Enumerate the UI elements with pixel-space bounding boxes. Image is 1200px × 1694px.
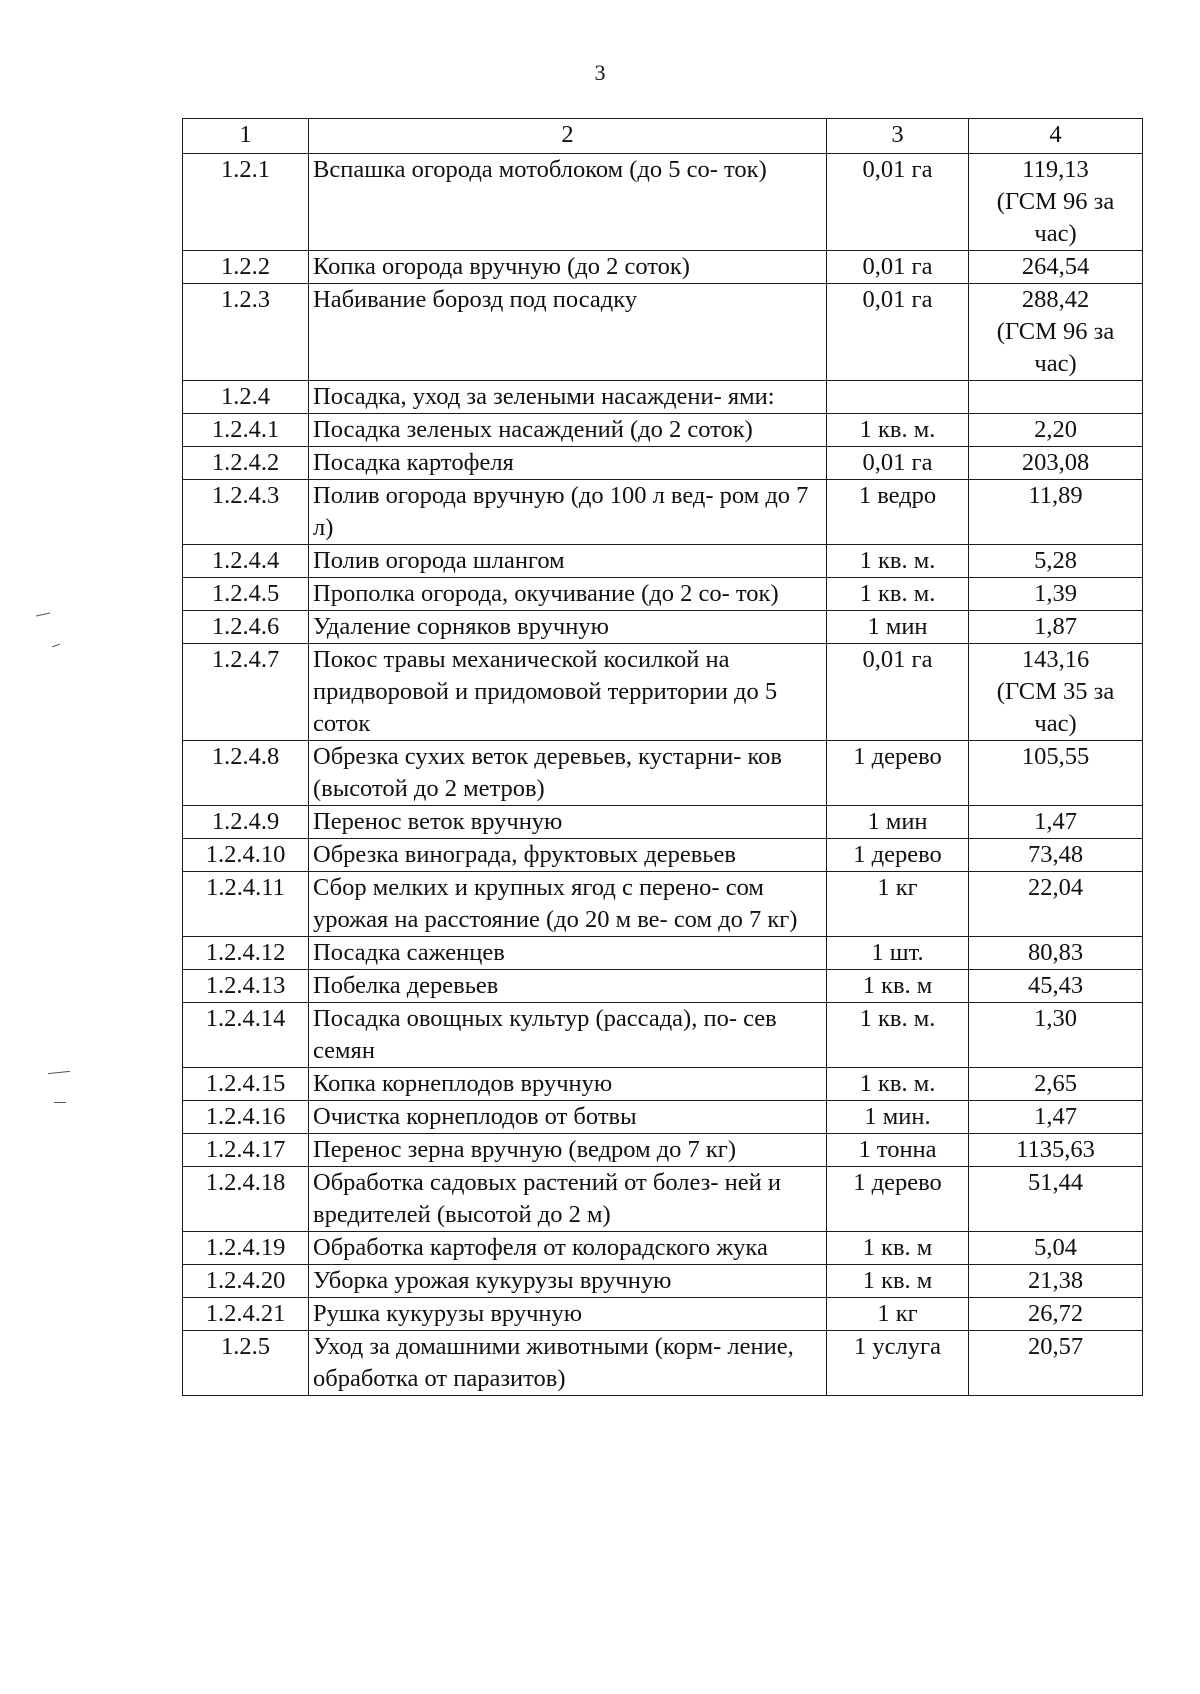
row-price-cell xyxy=(969,381,1143,414)
row-description-cell: Перенос веток вручную xyxy=(309,806,827,839)
row-price-cell xyxy=(969,611,1143,644)
row-price-cell xyxy=(969,839,1143,872)
table-header-row xyxy=(183,119,1143,154)
row-unit-cell: 1 кв. м xyxy=(827,1232,969,1265)
header-cell-price: 4 xyxy=(969,119,1143,154)
margin-mark xyxy=(48,1071,70,1074)
table-row xyxy=(183,1134,1143,1167)
price-line: 1,30 xyxy=(1034,1005,1077,1032)
row-number-cell: 1.2.4.5 xyxy=(183,578,309,611)
table-row xyxy=(183,1068,1143,1101)
price-line: (ГСМ 96 за xyxy=(996,318,1115,345)
price-line: 80,83 xyxy=(1027,939,1084,966)
row-unit-cell: 1 дерево xyxy=(827,839,969,872)
table-row xyxy=(183,806,1143,839)
row-description-cell: Очистка корнеплодов от ботвы xyxy=(309,1101,827,1134)
row-unit-cell: 0,01 га xyxy=(827,284,969,381)
price-line: 2,20 xyxy=(1034,416,1077,443)
row-price-cell xyxy=(969,1265,1143,1298)
row-description-cell: Полив огорода вручную (до 100 л вед- ром до 7 л) xyxy=(309,480,827,545)
table-row xyxy=(183,251,1143,284)
row-description-cell: Посадка саженцев xyxy=(309,937,827,970)
row-price-cell xyxy=(969,1167,1143,1232)
row-price-cell xyxy=(969,414,1143,447)
row-number-cell: 1.2.2 xyxy=(183,251,309,284)
row-description-cell: Копка корнеплодов вручную xyxy=(309,1068,827,1101)
row-description-cell: Посадка картофеля xyxy=(309,447,827,480)
row-unit-cell: 0,01 га xyxy=(827,644,969,741)
price-line: 22,04 xyxy=(1027,874,1084,901)
row-unit-cell: 1 услуга xyxy=(827,1331,969,1396)
price-line: 1,87 xyxy=(1034,613,1077,640)
row-price-cell xyxy=(969,937,1143,970)
row-unit-cell: 1 ведро xyxy=(827,480,969,545)
row-unit-cell: 1 кв. м xyxy=(827,970,969,1003)
row-unit-cell: 1 шт. xyxy=(827,937,969,970)
row-description-cell: Обработка картофеля от колорадского жука xyxy=(309,1232,827,1265)
row-description-cell: Посадка, уход за зелеными насаждени- ями: xyxy=(309,381,827,414)
row-number-cell: 1.2.4.7 xyxy=(183,644,309,741)
row-number-cell: 1.2.4.4 xyxy=(183,545,309,578)
table-row xyxy=(183,545,1143,578)
row-description-cell: Копка огорода вручную (до 2 соток) xyxy=(309,251,827,284)
price-line: (ГСМ 35 за xyxy=(996,678,1115,705)
price-table xyxy=(182,118,1143,1396)
row-unit-cell: 1 кв. м. xyxy=(827,414,969,447)
row-number-cell: 1.2.4.3 xyxy=(183,480,309,545)
price-line: 264,54 xyxy=(1021,253,1090,280)
row-unit-cell: 1 мин. xyxy=(827,1101,969,1134)
row-number-cell: 1.2.4.14 xyxy=(183,1003,309,1068)
row-number-cell: 1.2.4.1 xyxy=(183,414,309,447)
row-unit-cell: 0,01 га xyxy=(827,251,969,284)
table-row xyxy=(183,1232,1143,1265)
row-description-cell: Сбор мелких и крупных ягод с перено- сом урожая на расстояние (до 20 м ве- сом до 7 кг) xyxy=(309,872,827,937)
table-row xyxy=(183,414,1143,447)
row-description-cell: Покос травы механической косилкой на придворовой и придомовой территории до 5 соток xyxy=(309,644,827,741)
row-description-cell: Обрезка винограда, фруктовых деревьев xyxy=(309,839,827,872)
row-unit-cell: 1 тонна xyxy=(827,1134,969,1167)
price-line: 21,38 xyxy=(1027,1267,1084,1294)
row-price-cell xyxy=(969,447,1143,480)
table-row xyxy=(183,937,1143,970)
page-number: 3 xyxy=(594,60,606,85)
row-number-cell: 1.2.4.15 xyxy=(183,1068,309,1101)
row-price-cell xyxy=(969,644,1143,741)
table-row xyxy=(183,741,1143,806)
row-description-cell: Набивание борозд под посадку xyxy=(309,284,827,381)
row-description-cell: Полив огорода шлангом xyxy=(309,545,827,578)
row-number-cell: 1.2.3 xyxy=(183,284,309,381)
table-body xyxy=(183,119,1143,1396)
price-line: 105,55 xyxy=(1021,743,1090,770)
price-line: 1135,63 xyxy=(1016,1136,1095,1163)
table-row xyxy=(183,1265,1143,1298)
table-row xyxy=(183,381,1143,414)
row-price-cell xyxy=(969,1134,1143,1167)
row-number-cell: 1.2.4.13 xyxy=(183,970,309,1003)
row-unit-cell: 1 кв. м xyxy=(827,1265,969,1298)
header-cell-unit: 3 xyxy=(827,119,969,154)
row-price-cell xyxy=(969,1232,1143,1265)
row-price-cell xyxy=(969,1331,1143,1396)
row-number-cell: 1.2.4.17 xyxy=(183,1134,309,1167)
row-number-cell: 1.2.4.11 xyxy=(183,872,309,937)
row-unit-cell: 1 кг xyxy=(827,1298,969,1331)
row-number-cell: 1.2.4.10 xyxy=(183,839,309,872)
row-description-cell: Посадка зеленых насаждений (до 2 соток) xyxy=(309,414,827,447)
table-row xyxy=(183,284,1143,381)
table-row xyxy=(183,872,1143,937)
row-number-cell: 1.2.1 xyxy=(183,154,309,251)
table-row xyxy=(183,1003,1143,1068)
row-number-cell: 1.2.4.21 xyxy=(183,1298,309,1331)
row-number-cell: 1.2.4.9 xyxy=(183,806,309,839)
row-price-cell xyxy=(969,1298,1143,1331)
row-number-cell: 1.2.4.16 xyxy=(183,1101,309,1134)
table-row xyxy=(183,839,1143,872)
margin-mark xyxy=(54,1102,66,1103)
row-price-cell xyxy=(969,480,1143,545)
price-line: 5,04 xyxy=(1034,1234,1077,1261)
row-price-cell xyxy=(969,1101,1143,1134)
row-number-cell: 1.2.5 xyxy=(183,1331,309,1396)
price-line: 119,13 xyxy=(1022,156,1089,183)
row-number-cell: 1.2.4.12 xyxy=(183,937,309,970)
row-unit-cell: 1 кв. м. xyxy=(827,1068,969,1101)
row-unit-cell: 1 мин xyxy=(827,611,969,644)
row-description-cell: Обрезка сухих веток деревьев, кустарни- ков (высотой до 2 метров) xyxy=(309,741,827,806)
row-description-cell: Уход за домашними животными (корм- ление, обработка от паразитов) xyxy=(309,1331,827,1396)
row-price-cell xyxy=(969,872,1143,937)
row-unit-cell: 1 мин xyxy=(827,806,969,839)
price-line: час) xyxy=(1034,350,1077,377)
table-row xyxy=(183,644,1143,741)
row-price-cell xyxy=(969,578,1143,611)
row-unit-cell: 0,01 га xyxy=(827,154,969,251)
row-price-cell xyxy=(969,154,1143,251)
row-price-cell xyxy=(969,251,1143,284)
row-unit-cell: 1 кг xyxy=(827,872,969,937)
row-unit-cell: 0,01 га xyxy=(827,447,969,480)
row-number-cell: 1.2.4.18 xyxy=(183,1167,309,1232)
row-unit-cell xyxy=(827,381,969,414)
price-line: 11,89 xyxy=(1028,482,1083,509)
price-line: 288,42 xyxy=(1021,286,1090,313)
row-description-cell: Посадка овощных культур (рассада), по- сев семян xyxy=(309,1003,827,1068)
row-description-cell: Обработка садовых растений от болез- ней и вредителей (высотой до 2 м) xyxy=(309,1167,827,1232)
price-line: 73,48 xyxy=(1027,841,1084,868)
header-cell-number: 1 xyxy=(183,119,309,154)
row-description-cell: Прополка огорода, окучивание (до 2 со- ток) xyxy=(309,578,827,611)
row-price-cell xyxy=(969,1068,1143,1101)
table-row xyxy=(183,1298,1143,1331)
row-unit-cell: 1 кв. м. xyxy=(827,1003,969,1068)
row-unit-cell: 1 дерево xyxy=(827,741,969,806)
row-description-cell: Уборка урожая кукурузы вручную xyxy=(309,1265,827,1298)
margin-mark xyxy=(36,613,50,617)
price-line: 5,28 xyxy=(1034,547,1077,574)
row-price-cell xyxy=(969,741,1143,806)
table-row xyxy=(183,1101,1143,1134)
row-unit-cell: 1 кв. м. xyxy=(827,545,969,578)
row-description-cell: Вспашка огорода мотоблоком (до 5 со- ток) xyxy=(309,154,827,251)
price-line: 1,39 xyxy=(1034,580,1077,607)
price-line: час) xyxy=(1034,220,1077,247)
row-number-cell: 1.2.4.2 xyxy=(183,447,309,480)
row-number-cell: 1.2.4.20 xyxy=(183,1265,309,1298)
table-row xyxy=(183,578,1143,611)
table-row xyxy=(183,154,1143,251)
row-number-cell: 1.2.4.6 xyxy=(183,611,309,644)
table-row xyxy=(183,447,1143,480)
row-price-cell xyxy=(969,284,1143,381)
row-number-cell: 1.2.4 xyxy=(183,381,309,414)
row-description-cell: Удаление сорняков вручную xyxy=(309,611,827,644)
price-line: (ГСМ 96 за xyxy=(996,188,1115,215)
price-line: 51,44 xyxy=(1027,1169,1084,1196)
price-line: 20,57 xyxy=(1027,1333,1084,1360)
table-row xyxy=(183,1167,1143,1232)
row-price-cell xyxy=(969,545,1143,578)
row-price-cell xyxy=(969,1003,1143,1068)
row-number-cell: 1.2.4.8 xyxy=(183,741,309,806)
price-line: 2,65 xyxy=(1034,1070,1077,1097)
price-line: 1,47 xyxy=(1034,808,1077,835)
row-price-cell xyxy=(969,970,1143,1003)
row-price-cell xyxy=(969,806,1143,839)
price-line: 1,47 xyxy=(1034,1103,1077,1130)
table-row xyxy=(183,611,1143,644)
price-line: 203,08 xyxy=(1021,449,1090,476)
price-line: час) xyxy=(1034,710,1077,737)
price-line: 143,16 xyxy=(1021,646,1090,673)
table-row xyxy=(183,480,1143,545)
row-unit-cell: 1 дерево xyxy=(827,1167,969,1232)
table-row xyxy=(183,970,1143,1003)
margin-mark xyxy=(52,644,60,648)
price-line: 26,72 xyxy=(1027,1300,1084,1327)
row-description-cell: Рушка кукурузы вручную xyxy=(309,1298,827,1331)
row-description-cell: Перенос зерна вручную (ведром до 7 кг) xyxy=(309,1134,827,1167)
price-line: 45,43 xyxy=(1027,972,1084,999)
header-cell-description: 2 xyxy=(309,119,827,154)
row-unit-cell: 1 кв. м. xyxy=(827,578,969,611)
table-row xyxy=(183,1331,1143,1396)
row-number-cell: 1.2.4.19 xyxy=(183,1232,309,1265)
row-description-cell: Побелка деревьев xyxy=(309,970,827,1003)
